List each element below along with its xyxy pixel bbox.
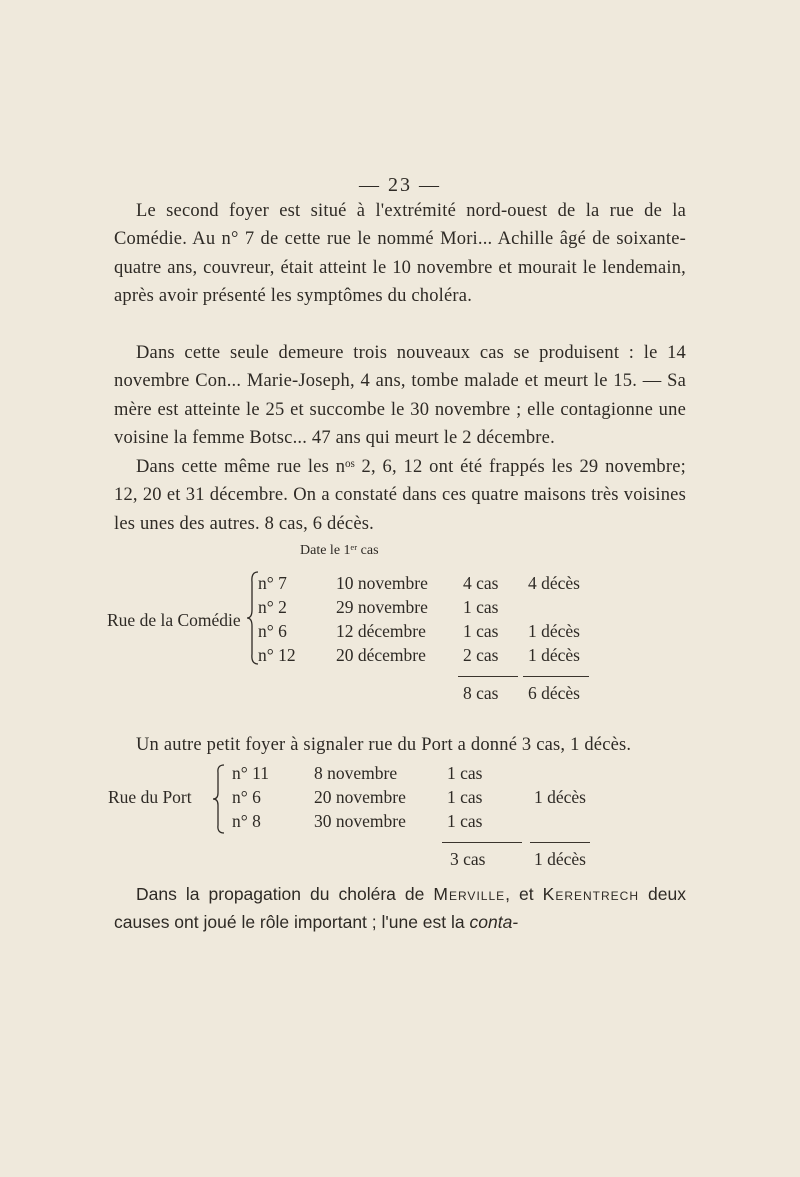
table-row-date: 12 décembre bbox=[336, 621, 426, 641]
paragraph-1: Le second foyer est situé à l'extrémité nord-ouest de la rue de la Comédie. Au n° 7 de cette rue le nommé Mori... Achille âgé de soixante-quatre ans, couvreur, était atteint le 10 novembre et mourait le lendemain, après avoir présenté les symptômes du choléra. bbox=[114, 201, 686, 306]
table-row-deces: 1 décès bbox=[534, 787, 586, 807]
table-row-no: n° 7 bbox=[258, 573, 287, 593]
table-row-cas: 1 cas bbox=[447, 787, 483, 807]
table-row-no: n° 6 bbox=[258, 621, 287, 641]
table-row-date: 20 novembre bbox=[314, 787, 406, 807]
paragraph-5 bbox=[114, 880, 686, 937]
paragraph-4: Un autre petit foyer à signaler rue du Port a donné 3 cas, 1 décès. bbox=[136, 735, 632, 755]
total-rule-cas bbox=[442, 842, 522, 843]
table-row-date: 30 novembre bbox=[314, 811, 406, 831]
total-deces: 6 décès bbox=[528, 683, 580, 703]
table-row-cas: 2 cas bbox=[463, 645, 499, 665]
author-name-2: Kerentrech bbox=[542, 884, 640, 904]
paragraph-5-text: deux causes ont joué le rôle important ; l'une est la bbox=[114, 884, 686, 933]
table-row-date: 10 novembre bbox=[336, 573, 428, 593]
table-row-no: n° 8 bbox=[232, 811, 261, 831]
paragraph-5-italic: conta- bbox=[469, 912, 519, 933]
paragraph-2: Dans cette seule demeure trois nouveaux cas se produisent : le 14 novembre Con... Marie-Joseph, 4 ans, tombe malade et meurt le 15. — Sa mère est atteinte le 25 et succombe le 30 novembre ; elle contagionne une voisine la femme Botsc... 47 ans qui meurt le 2 décembre. bbox=[114, 343, 686, 448]
table-row-deces: 1 décès bbox=[528, 621, 580, 641]
table-row-deces: 4 décès bbox=[528, 573, 580, 593]
table-row-no: n° 12 bbox=[258, 645, 296, 665]
table-row-cas: 1 cas bbox=[447, 811, 483, 831]
street-label-port: Rue du Port bbox=[108, 787, 192, 807]
table-row-date: 8 novembre bbox=[314, 763, 398, 783]
table-row-cas: 1 cas bbox=[447, 763, 483, 783]
total-cas: 3 cas bbox=[450, 849, 486, 869]
total-cas: 8 cas bbox=[463, 683, 499, 703]
author-name-1: Merville bbox=[433, 884, 506, 904]
total-rule-deces bbox=[523, 676, 589, 677]
total-deces: 1 décès bbox=[534, 849, 586, 869]
table1-header: Date le 1ᵉʳ cas bbox=[300, 543, 379, 558]
brace-left-icon bbox=[212, 763, 226, 835]
table-row-date: 20 décembre bbox=[336, 645, 426, 665]
table-row-no: n° 6 bbox=[232, 787, 261, 807]
total-rule-cas bbox=[458, 676, 518, 677]
page-number: — 23 — bbox=[359, 174, 441, 196]
total-rule-deces bbox=[530, 842, 590, 843]
table-row-date: 29 novembre bbox=[336, 597, 428, 617]
table-row-deces: 1 décès bbox=[528, 645, 580, 665]
paragraph-5-text: Dans la propagation du choléra de bbox=[136, 884, 434, 904]
paragraph-3: Dans cette même rue les nᵒˢ 2, 6, 12 ont été frappés les 29 novembre; 12, 20 et 31 décembre. On a constaté dans ces quatre maisons très voisines les unes des autres. 8 cas, 6 décès. bbox=[114, 457, 686, 534]
table-row-cas: 4 cas bbox=[463, 573, 499, 593]
table-row-cas: 1 cas bbox=[463, 621, 499, 641]
table-row-no: n° 11 bbox=[232, 763, 269, 783]
paragraph-5-text: , et bbox=[505, 884, 543, 904]
street-label-comedie: Rue de la Comédie bbox=[107, 610, 241, 630]
table-row-no: n° 2 bbox=[258, 597, 287, 617]
table-row-cas: 1 cas bbox=[463, 597, 499, 617]
